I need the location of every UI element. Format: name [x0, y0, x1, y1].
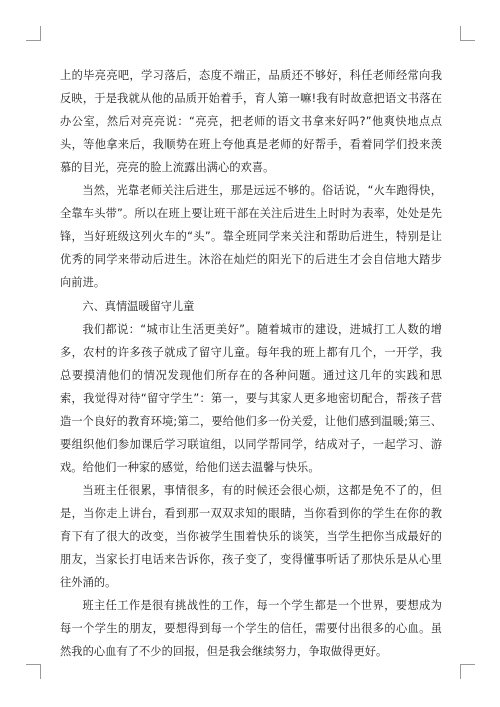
paragraph: 当班主任很累，事情很多，有的时候还会很心烦，这都是免不了的，但是，当你走上讲台，看到那一双双求知的眼睛，当你看到你的学生在你的教育下有了很大的改变，当你被学生围着快乐的谈笑，当学生把你当成最好的朋友，当家长打电话来告诉你，孩子变了，变得懂事听话了那快乐是从心里往外涌的。 [60, 484, 442, 589]
crop-mark-top-left [26, 26, 41, 41]
crop-mark-bottom-left [26, 664, 41, 679]
section-heading: 六、真情温暖留守儿童 [82, 300, 195, 313]
document-body [60, 64, 442, 663]
crop-mark-top-right [460, 26, 475, 41]
paragraph: 当然，光靠老师关注后进生，那是远远不够的。俗话说，“火车跑得快，全靠车头带”。所以在班上要让班干部在关注后进生上时时为表率，处处是先锋，当好班级这列火车的“头”。靠全班同学来关注和帮助后进生，特别是让优秀的同学来带动后进生。沐浴在灿烂的阳光下的后进生才会自信地大踏步向前进。 [60, 184, 442, 289]
paragraph-continued: 上的毕亮亮吧，学习落后，态度不端正，品质还不够好，科任老师经常向我反映，于是我就从他的品质开始着手，育人第一嘛!我有时故意把语文书落在办公室，然后对亮亮说：“亮亮，把老师的语文书拿来好吗?”他爽快地点点头，等他拿来后，我顺势在班上夸他真是老师的好帮手，看着同学们投来羡慕的目光，亮亮的脸上流露出满心的欢喜。 [60, 69, 442, 174]
paragraph: 我们都说：“城市让生活更美好”。随着城市的建设，进城打工人数的增多，农村的许多孩子就成了留守儿童。每年我的班上都有几个，一开学，我总要摸清他们的情况发现他们所存在的各种问题。通过这几年的实践和思索，我觉得对待“留守学生”：第一，要与其家人更多地密切配合，帮孩子营造一个良好的教育环境;第二，要给他们多一份关爱，让他们感到温暖;第三、要组织他们参加课后学习联谊组，以同学帮同学，结成对子，一起学习、游戏。给他们一种家的感觉，给他们送去温馨与快乐。 [60, 323, 442, 474]
crop-mark-bottom-right [460, 664, 475, 679]
paragraph: 班主任工作是很有挑战性的工作，每一个学生都是一个世界，要想成为每一个学生的朋友，要想得到每一个学生的信任，需要付出很多的心血。虽然我的心血有了不少的回报，但是我会继续努力，争取做得更好。 [60, 599, 442, 658]
